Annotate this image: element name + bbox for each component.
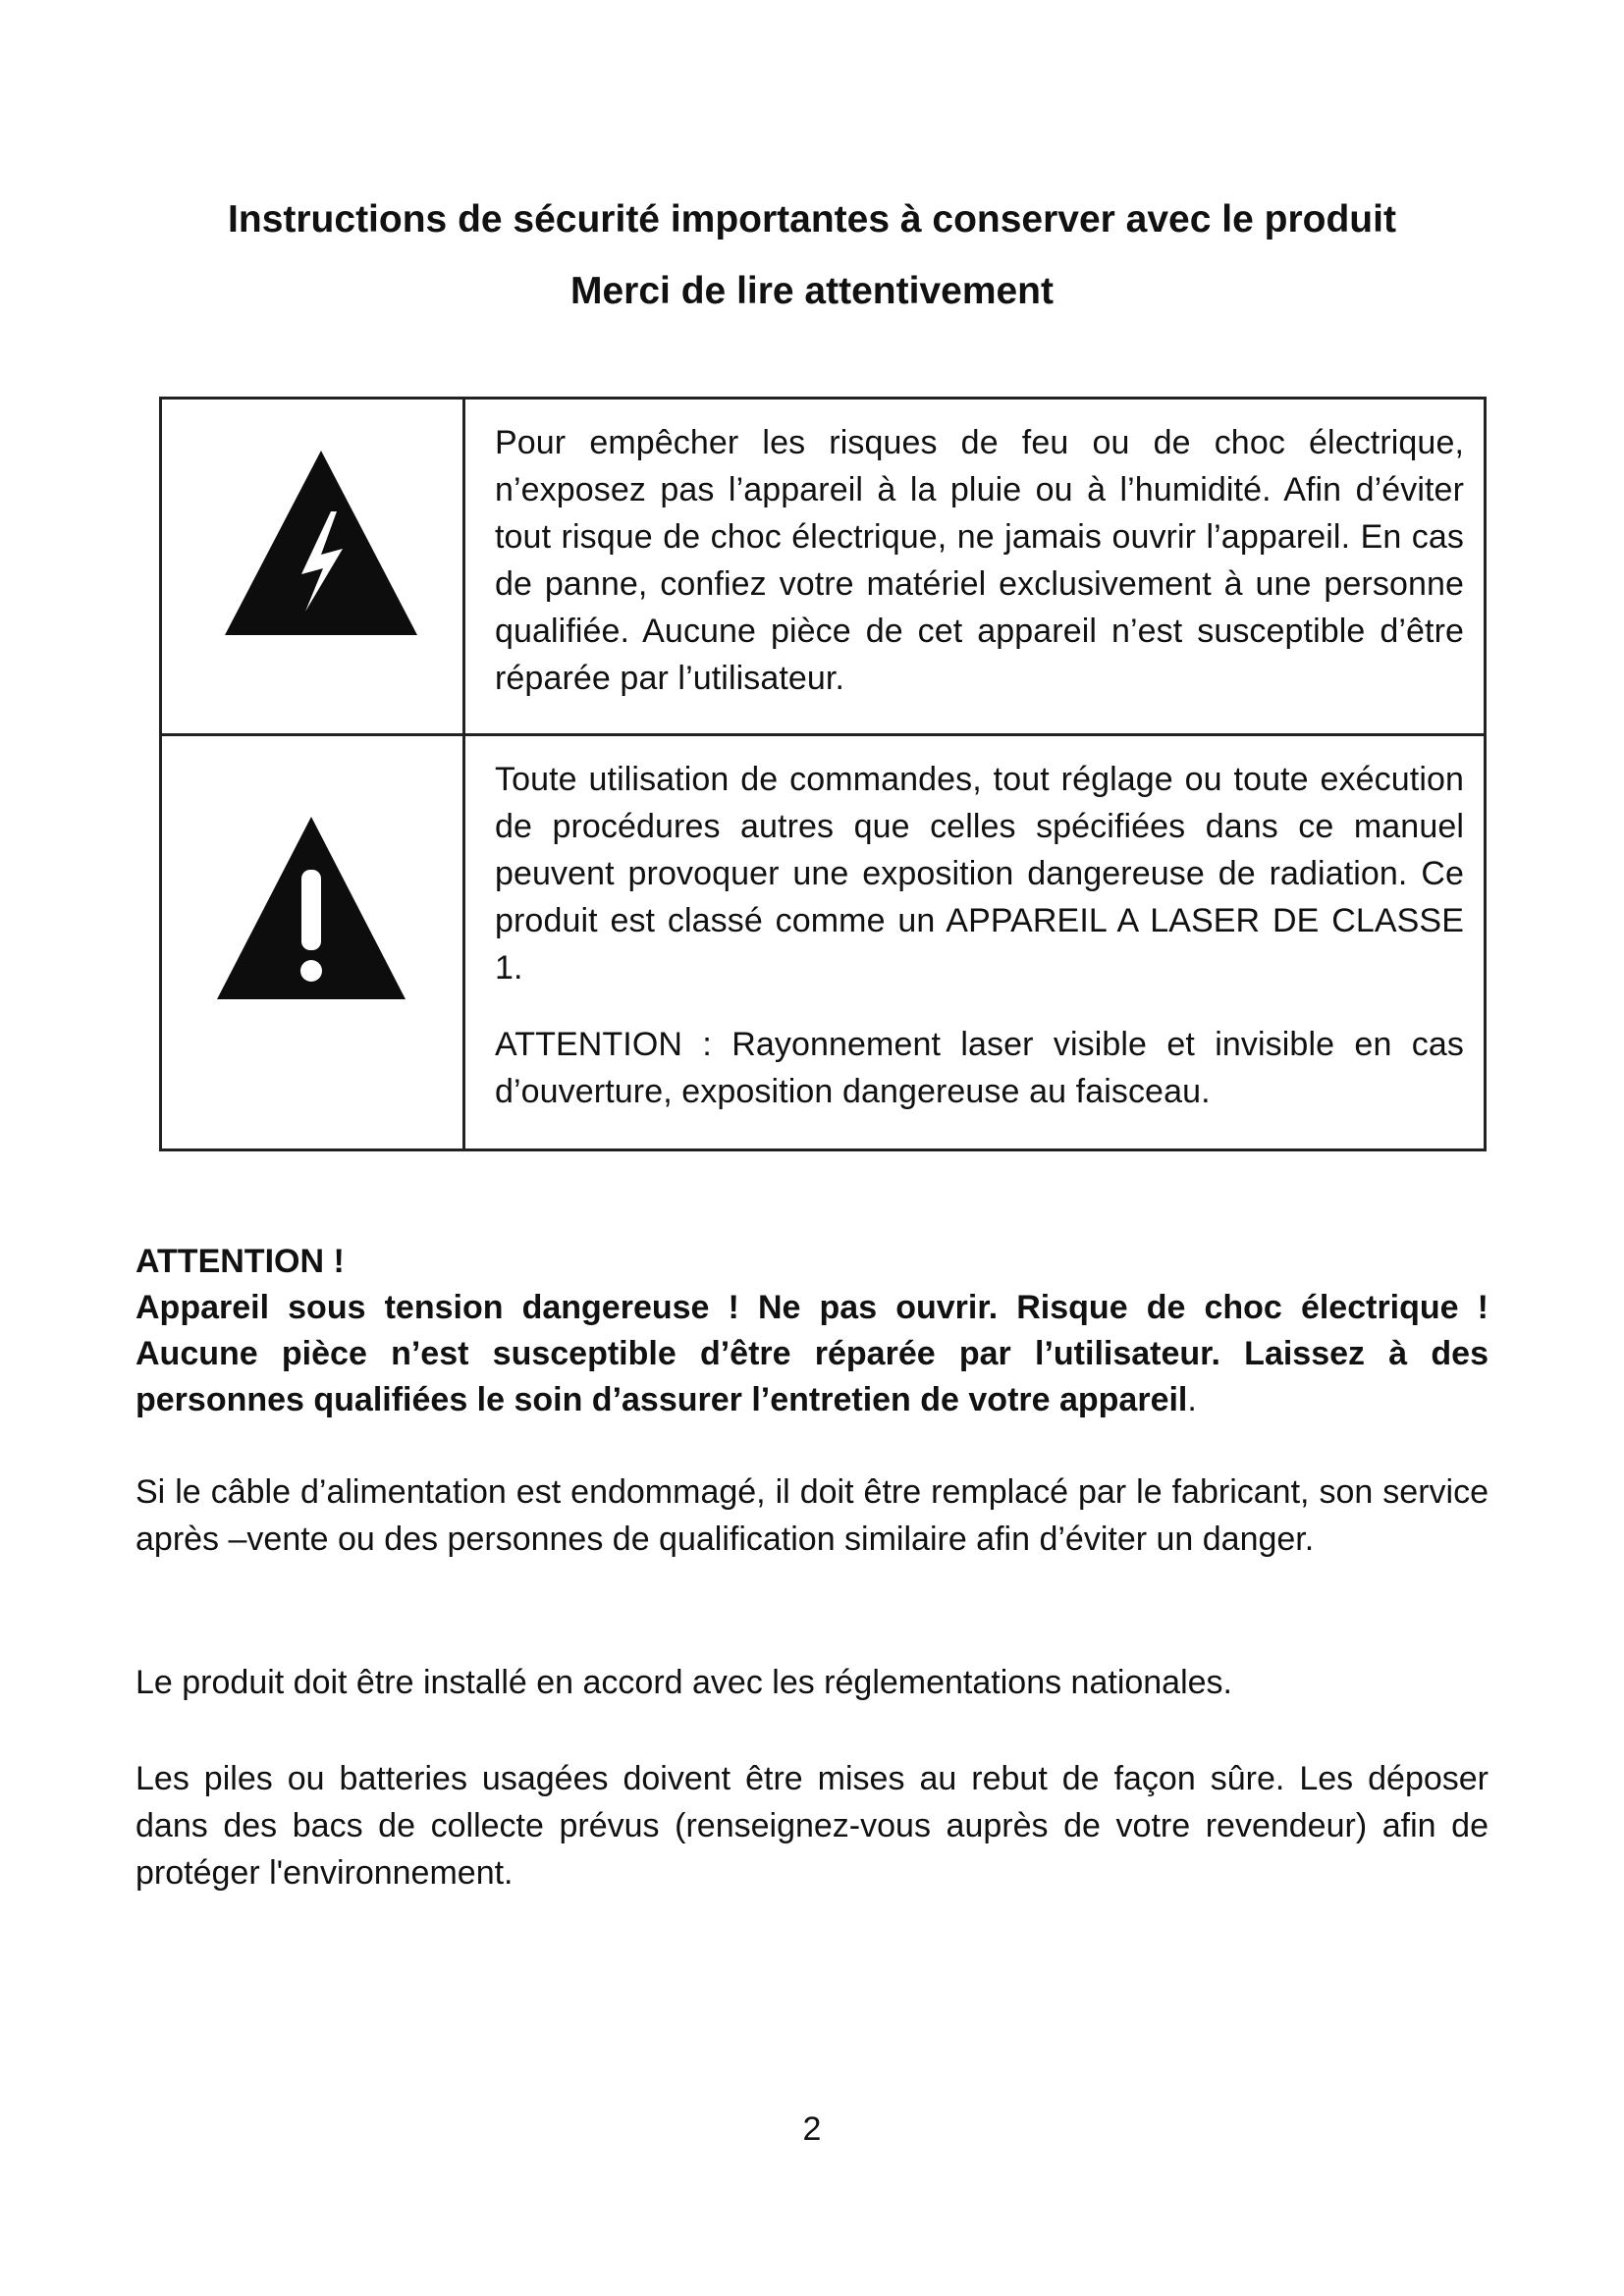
laser-attention-text: ATTENTION : Rayonnement laser visible et invisible en cas d’ouverture, exposition dangereuse au faisceau.: [495, 1026, 1464, 1110]
attention-text-period: .: [1187, 1381, 1197, 1418]
attention-text: [135, 1285, 1489, 1423]
table-row: [161, 735, 1486, 1150]
shock-warning-text: Pour empêcher les risques de feu ou de choc électrique, n’exposez pas l’appareil à la pluie ou à l’humidité. Afin d’éviter tout risque de choc électrique, ne jamais ouvrir l’appareil. En cas de panne, confiez votre matériel exclusivement à une personne qualifiée. Aucune pièce de cet appareil n’est susceptible d’être réparée par l’utilisateur.: [495, 424, 1464, 697]
page-subtitle: Merci de lire attentivement: [570, 270, 1054, 312]
icon-cell: [161, 735, 464, 1150]
attention-heading: ATTENTION !: [135, 1243, 345, 1280]
laser-warning-text: Toute utilisation de commandes, tout réglage ou toute exécution de procédures autres que celles spécifiées dans ce manuel peuvent provoquer une exposition dangereuse de radiation. Ce produit est classé comme un APPAREIL A LASER DE CLASSE 1.: [495, 761, 1464, 987]
page-title: Instructions de sécurité importantes à conserver avec le produit: [228, 198, 1396, 240]
power-cable-paragraph: Si le câble d’alimentation est endommagé, il doit être remplacé par le fabricant, son service après –vente ou des personnes de qualification similaire afin d’éviter un danger.: [135, 1473, 1489, 1558]
electric-shock-warning-icon: [221, 447, 421, 639]
icon-cell: [161, 399, 464, 735]
safety-warning-table: [159, 397, 1487, 1151]
installation-paragraph: Le produit doit être installé en accord avec les réglementations nationales.: [135, 1664, 1233, 1701]
table-row: [161, 399, 1486, 735]
page-number: 2: [802, 2110, 822, 2148]
shock-warning-text-cell: [464, 399, 1486, 735]
attention-text-body: Appareil sous tension dangereuse ! Ne pas ouvrir. Risque de choc électrique ! Aucune pièce n’est susceptible d’être réparée par l’utilisateur. Laissez à des personnes qualifiées le soin d’assurer l’entretien de votre appareil: [135, 1289, 1489, 1418]
laser-warning-text-cell: [464, 735, 1486, 1150]
exclamation-warning-icon: [213, 813, 409, 1003]
battery-disposal-paragraph: Les piles ou batteries usagées doivent être mises au rebut de façon sûre. Les déposer dans des bacs de collecte prévus (renseignez-vous auprès de votre revendeur) afin de protéger l'environnement.: [135, 1760, 1489, 1892]
